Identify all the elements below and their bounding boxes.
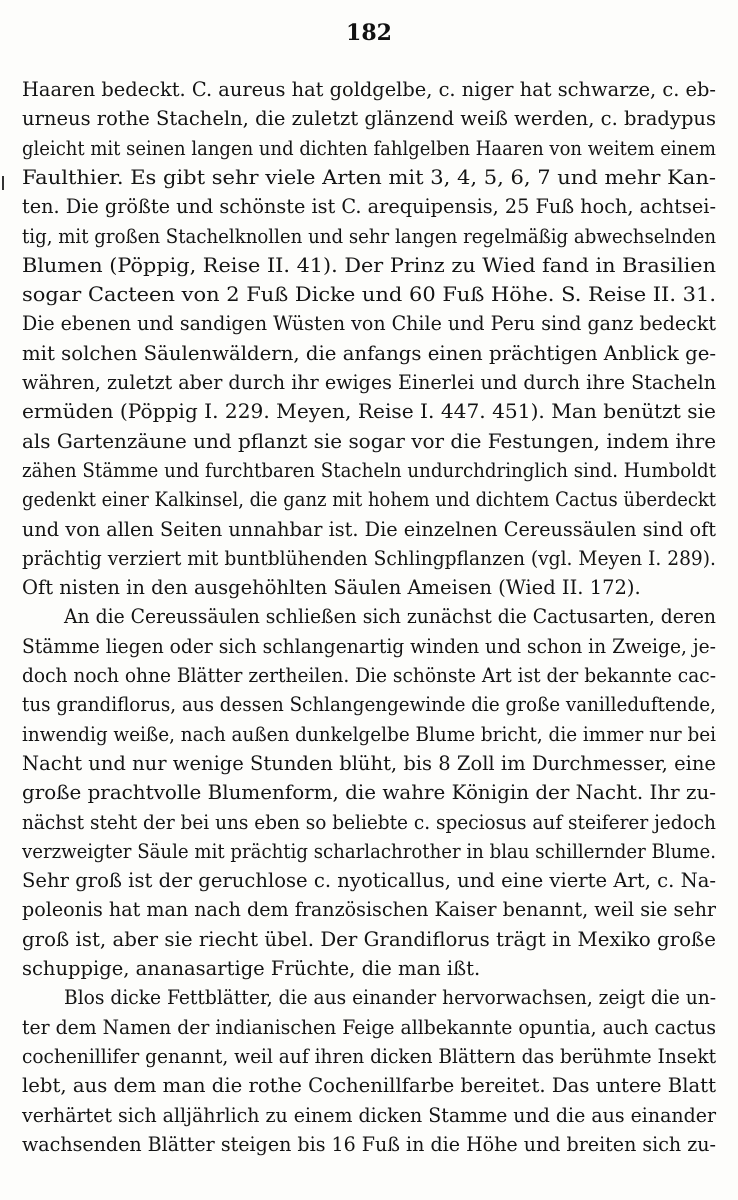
text-line: doch noch ohne Blätter zertheilen. Die schönste Art ist der bekannte cac- [22,664,716,687]
text-line: sogar Cacteen von 2 Fuß Dicke und 60 Fuß Höhe. S. Reise II. 31. [22,283,716,307]
text-line: mit solchen Säulenwäldern, die anfangs einen prächtigen Anblick ge- [22,341,716,365]
text-line: Nacht und nur wenige Stunden blüht, bis 8 Zoll im Durchmesser, eine [22,751,716,775]
text-line: urneus rothe Stacheln, die zuletzt glänzend weiß werden, c. bradypus [22,107,717,131]
margin-mark [2,176,4,190]
text-line: ter dem Namen der indianischen Feige allbekannte opuntia, auch cactus [22,1015,717,1039]
text-line: prächtig verziert mit buntblühenden Schlingpflanzen (vgl. Meyen I. 289). [22,546,716,570]
text-line: poleonis hat man nach dem französischen Kaiser benannt, weil sie sehr [22,898,717,922]
text-line: schuppige, ananasartige Früchte, die man ißt. [22,957,481,980]
text-line: als Gartenzäune und pflanzt sie sogar vor die Festungen, indem ihre [22,429,717,453]
text-line: tus grandiflorus, aus dessen Schlangengewinde die große vanilleduftende, [22,693,716,717]
text-line: lebt, aus dem man die rothe Cochenillfarbe bereitet. Das untere Blatt [22,1074,716,1098]
text-line: verhärtet sich alljährlich zu einem dicken Stamme und die aus einander [22,1103,717,1127]
text-line: Sehr groß ist der geruchlose c. nyoticallus, und eine vierte Art, c. Na- [22,869,716,893]
text-line: nächst steht der bei uns eben so beliebte c. speciosus auf steiferer jedoch [22,810,716,834]
text-line: Blos dicke Fettblätter, die aus einander hervorwachsen, zeigt die un- [64,986,717,1010]
page-number: 182 [346,20,392,46]
text-line: verzweigter Säule mit prächtig scharlachrother in blau schillernder Blume. [22,839,716,863]
text-line: Haaren bedeckt. C. aureus hat goldgelbe, c. niger hat schwarze, c. eb- [22,78,716,101]
text-line: gedenkt einer Kalkinsel, die ganz mit hohem und dichtem Cactus überdeckt [22,488,717,512]
text-line: Blumen (Pöppig, Reise II. 41). Der Prinz zu Wied fand in Brasilien [22,253,716,277]
text-line: Faulthier. Es gibt sehr viele Arten mit 3, 4, 5, 6, 7 und mehr Kan- [22,165,716,189]
text-line: cochenillifer genannt, weil auf ihren dicken Blättern das berühmte Insekt [22,1044,717,1068]
text-line: gleicht mit seinen langen und dichten fahlgelben Haaren von weitem einem [22,136,716,160]
text-line: und von allen Seiten unnahbar ist. Die einzelnen Cereussäulen sind oft [22,517,716,541]
text-line: ermüden (Pöppig I. 229. Meyen, Reise I. 447. 451). Man benützt sie [22,400,716,424]
text-line: währen, zuletzt aber durch ihr ewiges Einerlei und durch ihre Stacheln [22,371,717,394]
text-line: Stämme liegen oder sich schlangenartig winden und schon in Zweige, je- [22,634,716,658]
text-line: wachsenden Blätter steigen bis 16 Fuß in die Höhe und breiten sich zu- [22,1132,716,1156]
text-line: ten. Die größte und schönste ist C. arequipensis, 25 Fuß hoch, achtsei- [22,195,716,219]
text-line: Die ebenen und sandigen Wüsten von Chile und Peru sind ganz bedeckt [22,312,717,336]
text-line: zähen Stämme und furchtbaren Stacheln undurchdringlich sind. Humboldt [22,458,717,482]
text-line: tig, mit großen Stachelknollen und sehr langen regelmäßig abwechselnden [22,224,717,248]
text-line: groß ist, aber sie riecht übel. Der Grandiflorus trägt in Mexiko große [22,927,716,951]
text-line: An die Cereussäulen schließen sich zunächst die Cactusarten, deren [64,605,717,629]
text-line: inwendig weiße, nach außen dunkelgelbe Blume bricht, die immer nur bei [22,722,717,746]
text-line: Oft nisten in den ausgehöhlten Säulen Ameisen (Wied II. 172). [22,576,641,600]
text-line: große prachtvolle Blumenform, die wahre Königin der Nacht. Ihr zu- [22,781,716,805]
